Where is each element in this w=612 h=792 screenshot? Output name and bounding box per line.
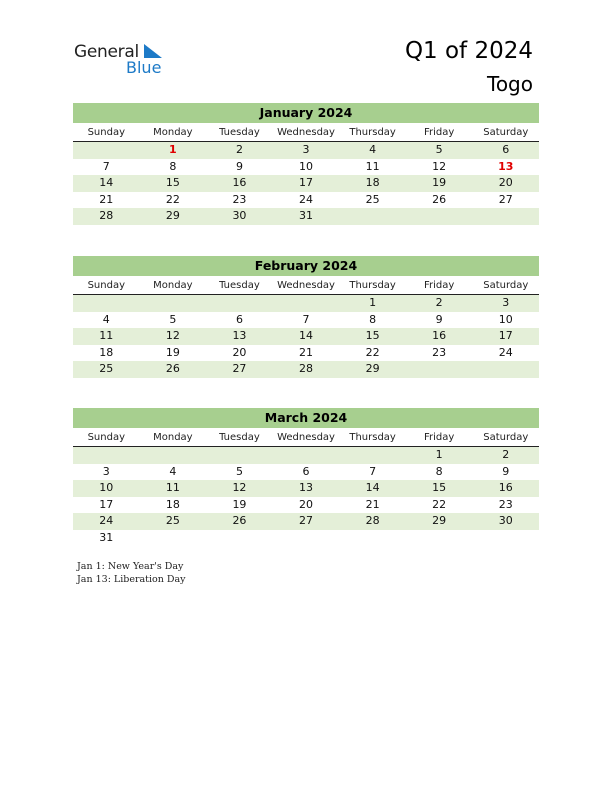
generalblue-logo bbox=[74, 40, 174, 80]
day-cell: 17 bbox=[498, 329, 513, 342]
day-cell bbox=[472, 530, 539, 547]
weekday-label: Thursday bbox=[349, 127, 396, 138]
day-cell: 29 bbox=[165, 209, 180, 222]
month-calendar bbox=[73, 408, 539, 546]
day-cell: 11 bbox=[99, 329, 114, 342]
day-cell: 26 bbox=[232, 514, 247, 527]
day-cell: 13 bbox=[232, 329, 247, 342]
day-cell: 13 bbox=[299, 481, 314, 494]
day-cell: 22 bbox=[365, 345, 380, 359]
week-row bbox=[73, 208, 539, 225]
day-cell bbox=[406, 208, 473, 225]
day-cell: 20 bbox=[232, 345, 247, 359]
day-cell: 19 bbox=[432, 176, 447, 189]
day-cell: 31 bbox=[299, 209, 314, 222]
day-cell: 23 bbox=[232, 192, 247, 206]
day-cell: 7 bbox=[102, 159, 110, 173]
week-row bbox=[73, 345, 539, 362]
day-cell: 9 bbox=[502, 464, 510, 478]
day-cell: 19 bbox=[232, 497, 247, 511]
week-row bbox=[73, 361, 539, 378]
day-cell: 4 bbox=[369, 143, 377, 156]
day-cell: 7 bbox=[302, 312, 310, 326]
day-cell: 10 bbox=[498, 312, 513, 326]
logo-general-text: General bbox=[74, 42, 139, 62]
day-cell: 24 bbox=[498, 345, 513, 359]
weekday-label: Wednesday bbox=[277, 432, 335, 443]
day-cell: 17 bbox=[99, 497, 114, 511]
day-cell: 30 bbox=[498, 514, 513, 527]
day-cell: 23 bbox=[432, 345, 447, 359]
month-calendar bbox=[73, 256, 539, 378]
day-cell bbox=[73, 295, 140, 312]
day-cell: 27 bbox=[299, 514, 314, 527]
day-cell: 5 bbox=[235, 464, 243, 478]
day-cell: 14 bbox=[365, 481, 380, 494]
weekday-label: Monday bbox=[153, 280, 193, 291]
day-cell: 19 bbox=[165, 345, 180, 359]
weekday-label: Tuesday bbox=[219, 280, 260, 291]
day-cell: 9 bbox=[235, 159, 243, 173]
day-cell bbox=[339, 530, 406, 547]
weekday-row bbox=[73, 276, 539, 295]
day-cell: 16 bbox=[432, 329, 447, 342]
weekday-row bbox=[73, 123, 539, 142]
day-cell bbox=[406, 361, 473, 378]
weekday-label: Wednesday bbox=[277, 127, 335, 138]
weekday-label: Sunday bbox=[87, 432, 125, 443]
day-cell: 22 bbox=[432, 497, 447, 511]
day-cell: 3 bbox=[102, 464, 110, 478]
day-cell: 18 bbox=[365, 176, 380, 189]
weekday-label: Monday bbox=[153, 432, 193, 443]
week-row bbox=[73, 175, 539, 192]
day-cell bbox=[73, 142, 140, 159]
day-cell bbox=[472, 361, 539, 378]
day-cell bbox=[273, 447, 340, 464]
day-cell: 12 bbox=[432, 159, 447, 173]
page-title: Q1 of 2024 bbox=[404, 38, 533, 64]
day-cell: 2 bbox=[235, 143, 243, 156]
country-name: Togo bbox=[487, 72, 533, 96]
week-row bbox=[73, 142, 539, 159]
day-cell: 1 bbox=[169, 143, 177, 156]
day-cell: 5 bbox=[435, 143, 443, 156]
day-cell: 14 bbox=[99, 176, 114, 189]
day-cell: 2 bbox=[435, 296, 443, 309]
day-cell: 24 bbox=[99, 514, 114, 527]
week-row bbox=[73, 295, 539, 312]
day-cell bbox=[73, 447, 140, 464]
month-header: March 2024 bbox=[73, 408, 539, 428]
day-cell: 1 bbox=[435, 448, 443, 461]
day-cell bbox=[140, 530, 207, 547]
week-row bbox=[73, 530, 539, 547]
week-row bbox=[73, 159, 539, 176]
weekday-label: Saturday bbox=[483, 432, 529, 443]
day-cell: 8 bbox=[169, 159, 177, 173]
day-cell: 3 bbox=[302, 143, 310, 156]
day-cell bbox=[339, 208, 406, 225]
day-cell: 9 bbox=[435, 312, 443, 326]
month-header: January 2024 bbox=[73, 103, 539, 123]
weekday-label: Saturday bbox=[483, 127, 529, 138]
day-cell: 24 bbox=[299, 192, 314, 206]
day-cell: 29 bbox=[432, 514, 447, 527]
day-cell: 13 bbox=[498, 159, 514, 173]
weekday-label: Wednesday bbox=[277, 280, 335, 291]
weekday-label: Friday bbox=[424, 127, 455, 138]
day-cell: 21 bbox=[299, 345, 314, 359]
day-cell: 5 bbox=[169, 312, 177, 326]
day-cell: 28 bbox=[99, 209, 114, 222]
day-cell: 29 bbox=[365, 362, 380, 375]
day-cell: 16 bbox=[232, 176, 247, 189]
day-cell: 12 bbox=[165, 329, 180, 342]
week-row bbox=[73, 192, 539, 209]
day-cell: 28 bbox=[365, 514, 380, 527]
day-cell: 21 bbox=[365, 497, 380, 511]
day-cell: 22 bbox=[165, 192, 180, 206]
logo-blue-text: Blue bbox=[126, 58, 162, 77]
day-cell: 20 bbox=[498, 176, 513, 189]
day-cell: 25 bbox=[99, 362, 114, 375]
day-cell bbox=[339, 447, 406, 464]
weekday-label: Friday bbox=[424, 280, 455, 291]
day-cell bbox=[140, 447, 207, 464]
day-cell: 6 bbox=[235, 312, 243, 326]
day-cell: 14 bbox=[299, 329, 314, 342]
week-row bbox=[73, 513, 539, 530]
weekday-label: Sunday bbox=[87, 127, 125, 138]
day-cell: 8 bbox=[369, 312, 377, 326]
day-cell: 26 bbox=[165, 362, 180, 375]
day-cell: 7 bbox=[369, 464, 377, 478]
weekday-label: Sunday bbox=[87, 280, 125, 291]
day-cell: 4 bbox=[169, 464, 177, 478]
day-cell: 30 bbox=[232, 209, 247, 222]
day-cell: 26 bbox=[432, 192, 447, 206]
day-cell bbox=[206, 295, 273, 312]
day-cell: 16 bbox=[498, 481, 513, 494]
day-cell: 6 bbox=[302, 464, 310, 478]
weekday-label: Tuesday bbox=[219, 432, 260, 443]
day-cell: 28 bbox=[299, 362, 314, 375]
day-cell: 31 bbox=[99, 530, 114, 544]
weekday-label: Thursday bbox=[349, 432, 396, 443]
weekday-label: Thursday bbox=[349, 280, 396, 291]
day-cell: 25 bbox=[165, 514, 180, 527]
day-cell bbox=[273, 295, 340, 312]
day-cell: 15 bbox=[365, 329, 380, 342]
holiday-notes bbox=[77, 561, 186, 586]
day-cell: 12 bbox=[232, 481, 247, 494]
weekday-label: Monday bbox=[153, 127, 193, 138]
day-cell: 3 bbox=[502, 296, 510, 309]
day-cell: 27 bbox=[498, 192, 513, 206]
week-row bbox=[73, 464, 539, 481]
month-calendar bbox=[73, 103, 539, 225]
weekday-label: Tuesday bbox=[219, 127, 260, 138]
week-row bbox=[73, 497, 539, 514]
day-cell bbox=[472, 208, 539, 225]
day-cell: 20 bbox=[299, 497, 314, 511]
day-cell: 27 bbox=[232, 362, 247, 375]
week-row bbox=[73, 328, 539, 345]
day-cell: 17 bbox=[299, 176, 314, 189]
day-cell: 18 bbox=[99, 345, 114, 359]
weekday-row bbox=[73, 428, 539, 447]
day-cell: 6 bbox=[502, 143, 510, 156]
day-cell: 8 bbox=[435, 464, 443, 478]
day-cell: 11 bbox=[365, 159, 380, 173]
day-cell: 10 bbox=[99, 481, 114, 494]
day-cell: 23 bbox=[498, 497, 513, 511]
day-cell: 15 bbox=[432, 481, 447, 494]
day-cell: 4 bbox=[102, 312, 110, 326]
day-cell bbox=[406, 530, 473, 547]
day-cell: 15 bbox=[165, 176, 180, 189]
day-cell: 25 bbox=[365, 192, 380, 206]
day-cell bbox=[140, 295, 207, 312]
day-cell: 1 bbox=[369, 296, 377, 309]
week-row bbox=[73, 480, 539, 497]
day-cell bbox=[273, 530, 340, 547]
holiday-note: Jan 13: Liberation Day bbox=[77, 573, 186, 585]
day-cell: 11 bbox=[165, 481, 180, 494]
day-cell: 21 bbox=[99, 192, 114, 206]
day-cell: 18 bbox=[165, 497, 180, 511]
day-cell bbox=[206, 447, 273, 464]
day-cell: 10 bbox=[299, 159, 314, 173]
weekday-label: Friday bbox=[424, 432, 455, 443]
week-row bbox=[73, 312, 539, 329]
day-cell bbox=[206, 530, 273, 547]
week-row bbox=[73, 447, 539, 464]
day-cell: 2 bbox=[502, 448, 510, 461]
holiday-note: Jan 1: New Year's Day bbox=[77, 561, 184, 572]
month-header: February 2024 bbox=[73, 256, 539, 276]
weekday-label: Saturday bbox=[483, 280, 529, 291]
